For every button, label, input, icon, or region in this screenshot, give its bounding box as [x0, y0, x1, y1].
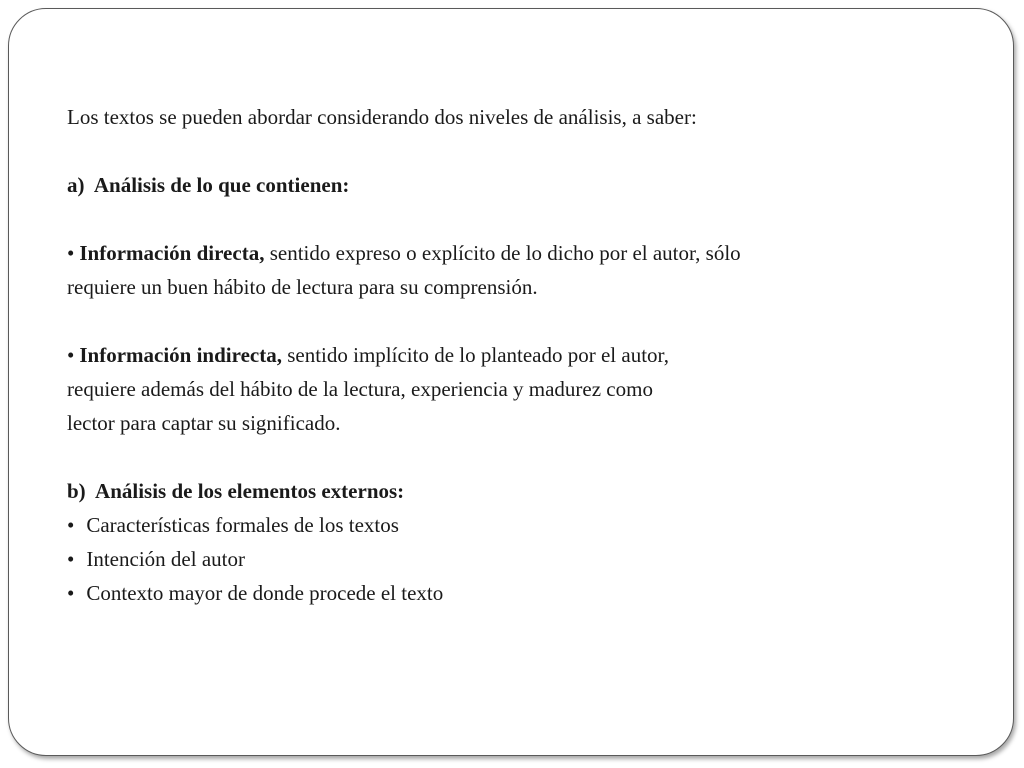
- section-a-title: Análisis de lo que contienen:: [93, 173, 350, 197]
- spacer: [67, 134, 967, 168]
- intro-text: Los textos se pueden abordar considerando dos niveles de análisis, a saber:: [67, 105, 697, 129]
- indirect-info-desc-3: lector para captar su significado.: [67, 411, 341, 435]
- bullet-icon: •: [67, 343, 75, 367]
- bullet-icon: •: [67, 581, 75, 605]
- direct-info-term: Información directa,: [79, 241, 265, 265]
- indirect-info-line-1: [67, 338, 967, 372]
- slide-body: [67, 100, 967, 610]
- section-b-heading: [67, 474, 967, 508]
- spacer: [67, 440, 967, 474]
- spacer: [67, 202, 967, 236]
- section-b-title: Análisis de los elementos externos:: [95, 479, 405, 503]
- list-item-text: Contexto mayor de donde procede el texto: [86, 581, 444, 605]
- indirect-info-desc-1: sentido implícito de lo planteado por el autor,: [287, 343, 669, 367]
- bullet-icon: •: [67, 547, 75, 571]
- direct-info-line-1: [67, 236, 967, 270]
- section-b-marker: b): [67, 479, 86, 503]
- list-item: [67, 542, 967, 576]
- spacer: [67, 304, 967, 338]
- list-item: [67, 576, 967, 610]
- slide-frame: [8, 8, 1014, 756]
- bullet-icon: •: [67, 241, 75, 265]
- direct-info-desc-2: requiere un buen hábito de lectura para su comprensión.: [67, 275, 538, 299]
- section-a-marker: a): [67, 173, 85, 197]
- list-item-text: Intención del autor: [86, 547, 245, 571]
- list-item: [67, 508, 967, 542]
- direct-info-desc-1: sentido expreso o explícito de lo dicho por el autor, sólo: [269, 241, 741, 265]
- bullet-icon: •: [67, 513, 75, 537]
- indirect-info-desc-2: requiere además del hábito de la lectura, experiencia y madurez como: [67, 377, 653, 401]
- list-item-text: Características formales de los textos: [86, 513, 399, 537]
- section-a-heading: [67, 168, 967, 202]
- indirect-info-term: Información indirecta,: [79, 343, 282, 367]
